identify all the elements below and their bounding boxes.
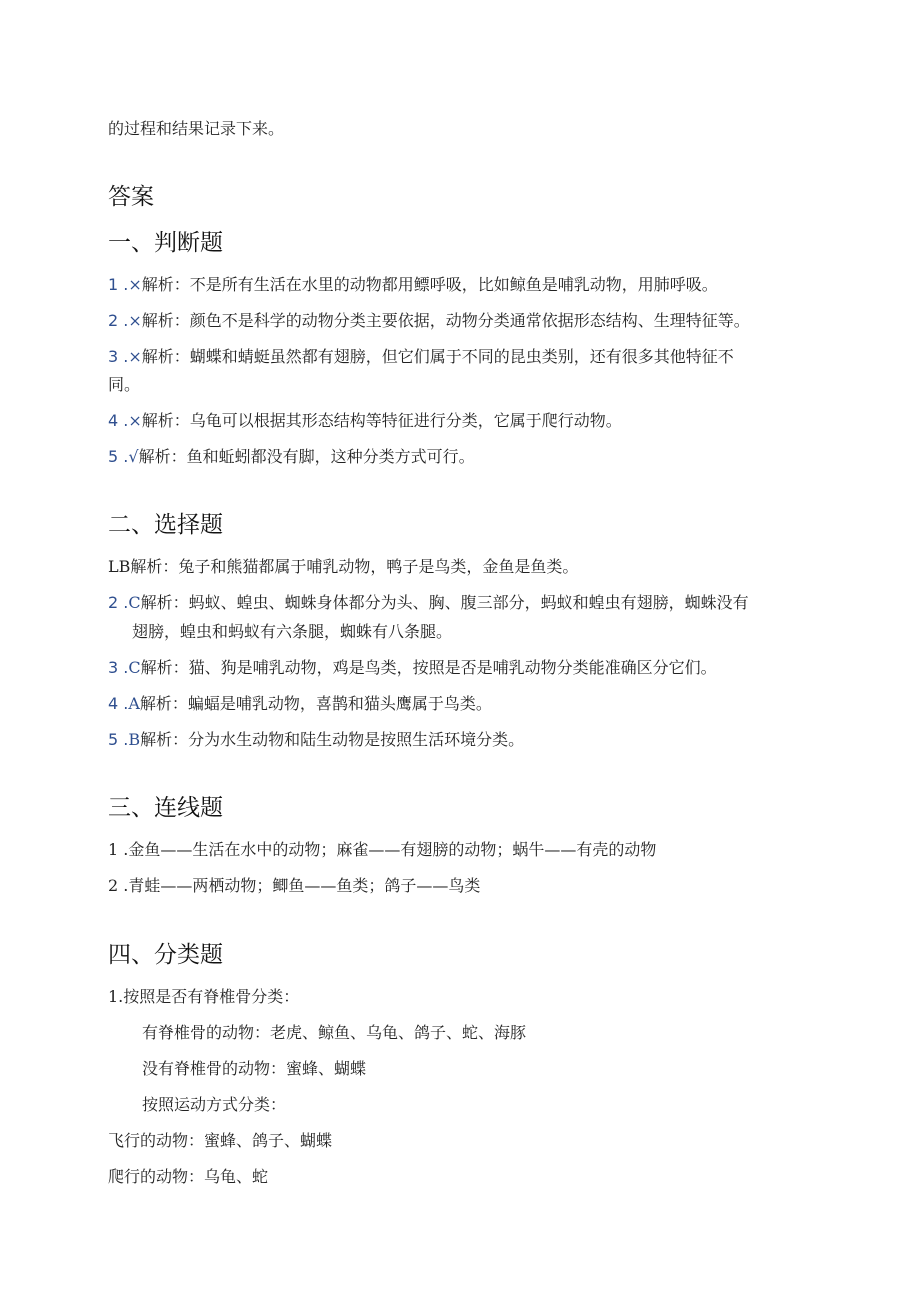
classify-line-6: 爬行的动物：乌龟、蛇 [108, 1167, 269, 1186]
judge-item-3-cont: 同。 [108, 375, 141, 394]
choice-item-5: 5 .B解析：分为水生动物和陆生动物是按照生活环境分类。 [108, 730, 525, 749]
section-choice-heading: 二、选择题 [108, 512, 223, 538]
match-item-1: 1 .金鱼——生活在水中的动物；麻雀——有翅膀的动物；蜗牛——有壳的动物 [108, 840, 657, 859]
choice-item-2: 2 .C解析：蚂蚁、蝗虫、蜘蛛身体都分为头、胸、腹三部分，蚂蚁和蝗虫有翅膀，蜘蛛没有 [108, 593, 749, 612]
judge-item-3: 3 .×解析：蝴蝶和蜻蜓虽然都有翅膀，但它们属于不同的昆虫类别，还有很多其他特征不 [108, 347, 734, 366]
answer-heading: 答案 [108, 184, 154, 210]
judge-item-2: 2 .×解析：颜色不是科学的动物分类主要依据，动物分类通常依据形态结构、生理特征等。 [108, 311, 750, 330]
classify-line-2: 有脊椎骨的动物：老虎、鲸鱼、乌龟、鸽子、蛇、海豚 [142, 1023, 527, 1042]
intro-text: 的过程和结果记录下来。 [108, 119, 285, 138]
judge-item-5: 5 .√解析：鱼和蚯蚓都没有脚，这种分类方式可行。 [108, 447, 475, 466]
classify-line-3: 没有脊椎骨的动物：蜜蜂、蝴蝶 [142, 1059, 367, 1078]
classify-line-1: 1.按照是否有脊椎骨分类： [108, 987, 300, 1006]
judge-item-1: 1 .×解析：不是所有生活在水里的动物都用鳔呼吸，比如鲸鱼是哺乳动物，用肺呼吸。 [108, 275, 718, 294]
judge-item-4: 4 .×解析：乌龟可以根据其形态结构等特征进行分类，它属于爬行动物。 [108, 411, 622, 430]
section-classify-heading: 四、分类题 [108, 942, 223, 968]
classify-line-4: 按照运动方式分类： [142, 1095, 287, 1114]
choice-item-2-cont: 翅膀，蝗虫和蚂蚁有六条腿，蜘蛛有八条腿。 [132, 622, 453, 641]
match-item-2: 2 .青蛙——两栖动物；鲫鱼——鱼类；鸽子——鸟类 [108, 876, 481, 895]
choice-item-4: 4 .A解析：蝙蝠是哺乳动物，喜鹊和猫头鹰属于鸟类。 [108, 694, 492, 713]
choice-item-1: LB解析：兔子和熊猫都属于哺乳动物，鸭子是鸟类，金鱼是鱼类。 [108, 557, 579, 576]
section-match-heading: 三、连线题 [108, 795, 223, 821]
choice-item-3: 3 .C解析：猫、狗是哺乳动物，鸡是鸟类，按照是否是哺乳动物分类能准确区分它们。 [108, 658, 717, 677]
section-judge-heading: 一、判断题 [108, 230, 223, 256]
classify-line-5: 飞行的动物：蜜蜂、鸽子、蝴蝶 [108, 1131, 333, 1150]
